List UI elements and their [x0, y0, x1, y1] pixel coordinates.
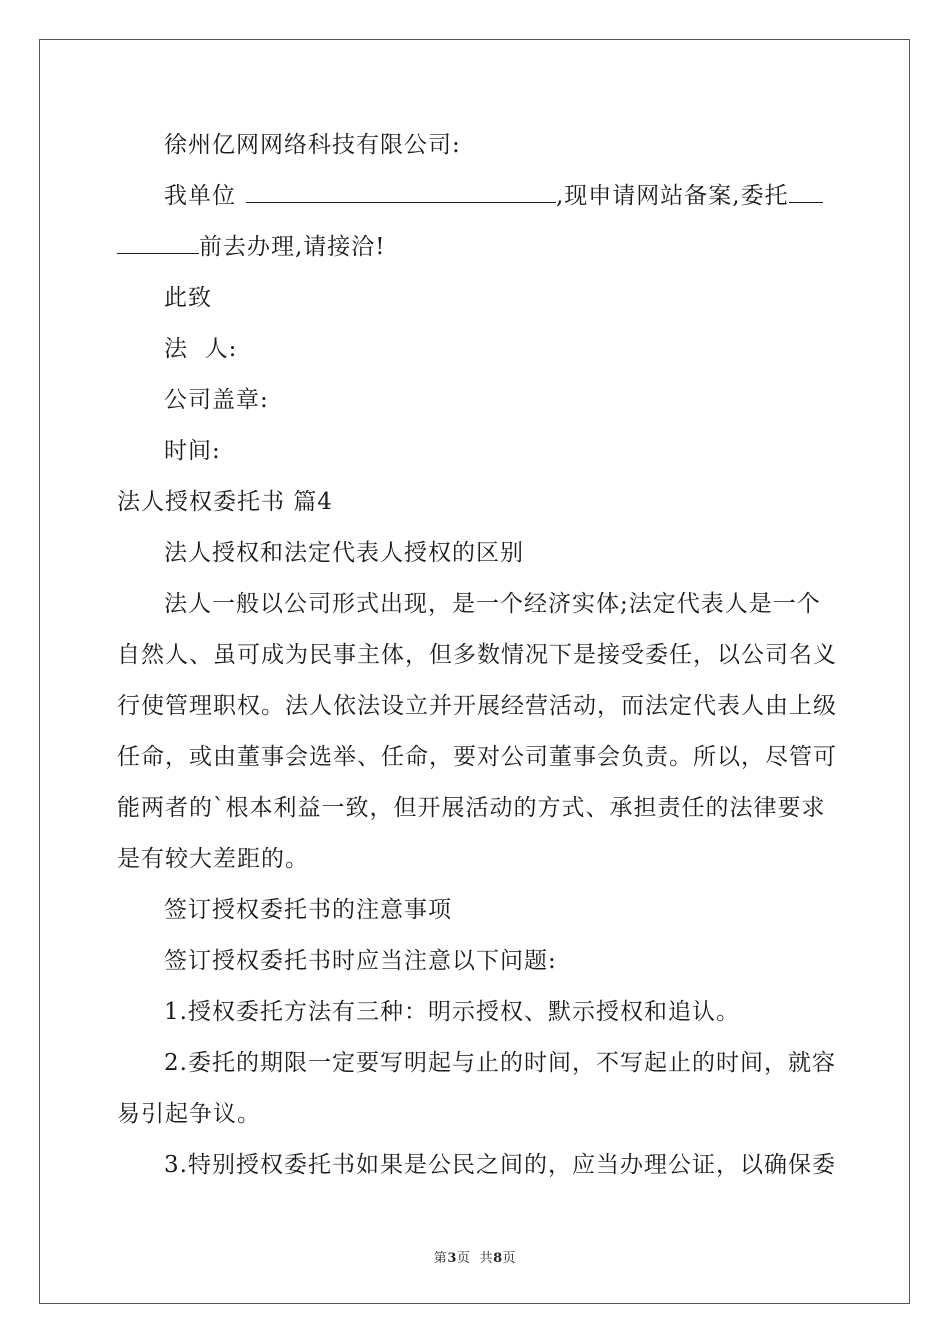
paragraph-line: 能两者的`根本利益一致，但开展活动的方式、承担责任的法律要求: [117, 795, 826, 821]
notes-intro: 签订授权委托书时应当注意以下问题:: [164, 948, 557, 974]
paragraph-line: 法人一般以公司形式出现，是一个经济实体;法定代表人是一个: [164, 591, 821, 617]
list-item-1: 1.授权委托方法有三种：明示授权、默示授权和追认。: [164, 999, 740, 1025]
list-item-3: 3.特别授权委托书如果是公民之间的，应当办理公证，以确保委: [164, 1152, 836, 1178]
document-body: [117, 120, 837, 1191]
request-start: 我单位: [164, 183, 236, 209]
addressee: 徐州亿网网络科技有限公司:: [164, 132, 461, 158]
subheading-difference: 法人授权和法定代表人授权的区别: [164, 540, 524, 566]
request-line-2: [117, 222, 833, 273]
delegate-blank-start: [789, 180, 823, 203]
list-item-2: 2.委托的期限一定要写明起与止的时间，不写起止的时间，就容: [164, 1050, 836, 1076]
paragraph-line: 自然人、虽可成为民事主体，但多数情况下是接受委任，以公司名义: [117, 642, 837, 668]
subheading-notes: 签订授权委托书的注意事项: [164, 897, 452, 923]
company-seal-label: 公司盖章:: [164, 387, 269, 413]
legal-person-label: 法 人:: [164, 336, 238, 362]
page-footer: [0, 1247, 950, 1266]
closing: 此致: [164, 285, 212, 311]
footer-suffix: 页: [502, 1251, 517, 1266]
footer-prefix: 第: [433, 1251, 448, 1266]
paragraph-line: 是有较大差距的。: [117, 846, 309, 872]
request-line: [117, 171, 833, 222]
section-heading: 法人授权委托书 篇4: [117, 489, 333, 515]
footer-middle: 页 共: [456, 1251, 494, 1266]
delegate-blank-end: [117, 231, 199, 254]
request-mid: ,现申请网站备案,委托: [556, 183, 789, 209]
time-label: 时间:: [164, 438, 221, 464]
paragraph-line: 行使管理职权。法人依法设立并开展经营活动，而法定代表人由上级: [117, 693, 837, 719]
current-page-number: 3: [447, 1251, 457, 1266]
list-item-2-continued: 易引起争议。: [117, 1101, 261, 1127]
total-page-count: 8: [493, 1251, 503, 1266]
request-end: 前去办理,请接洽!: [199, 234, 386, 260]
unit-name-blank: [246, 180, 556, 203]
paragraph-line: 任命，或由董事会选举、任命，要对公司董事会负责。所以，尽管可: [117, 744, 837, 770]
